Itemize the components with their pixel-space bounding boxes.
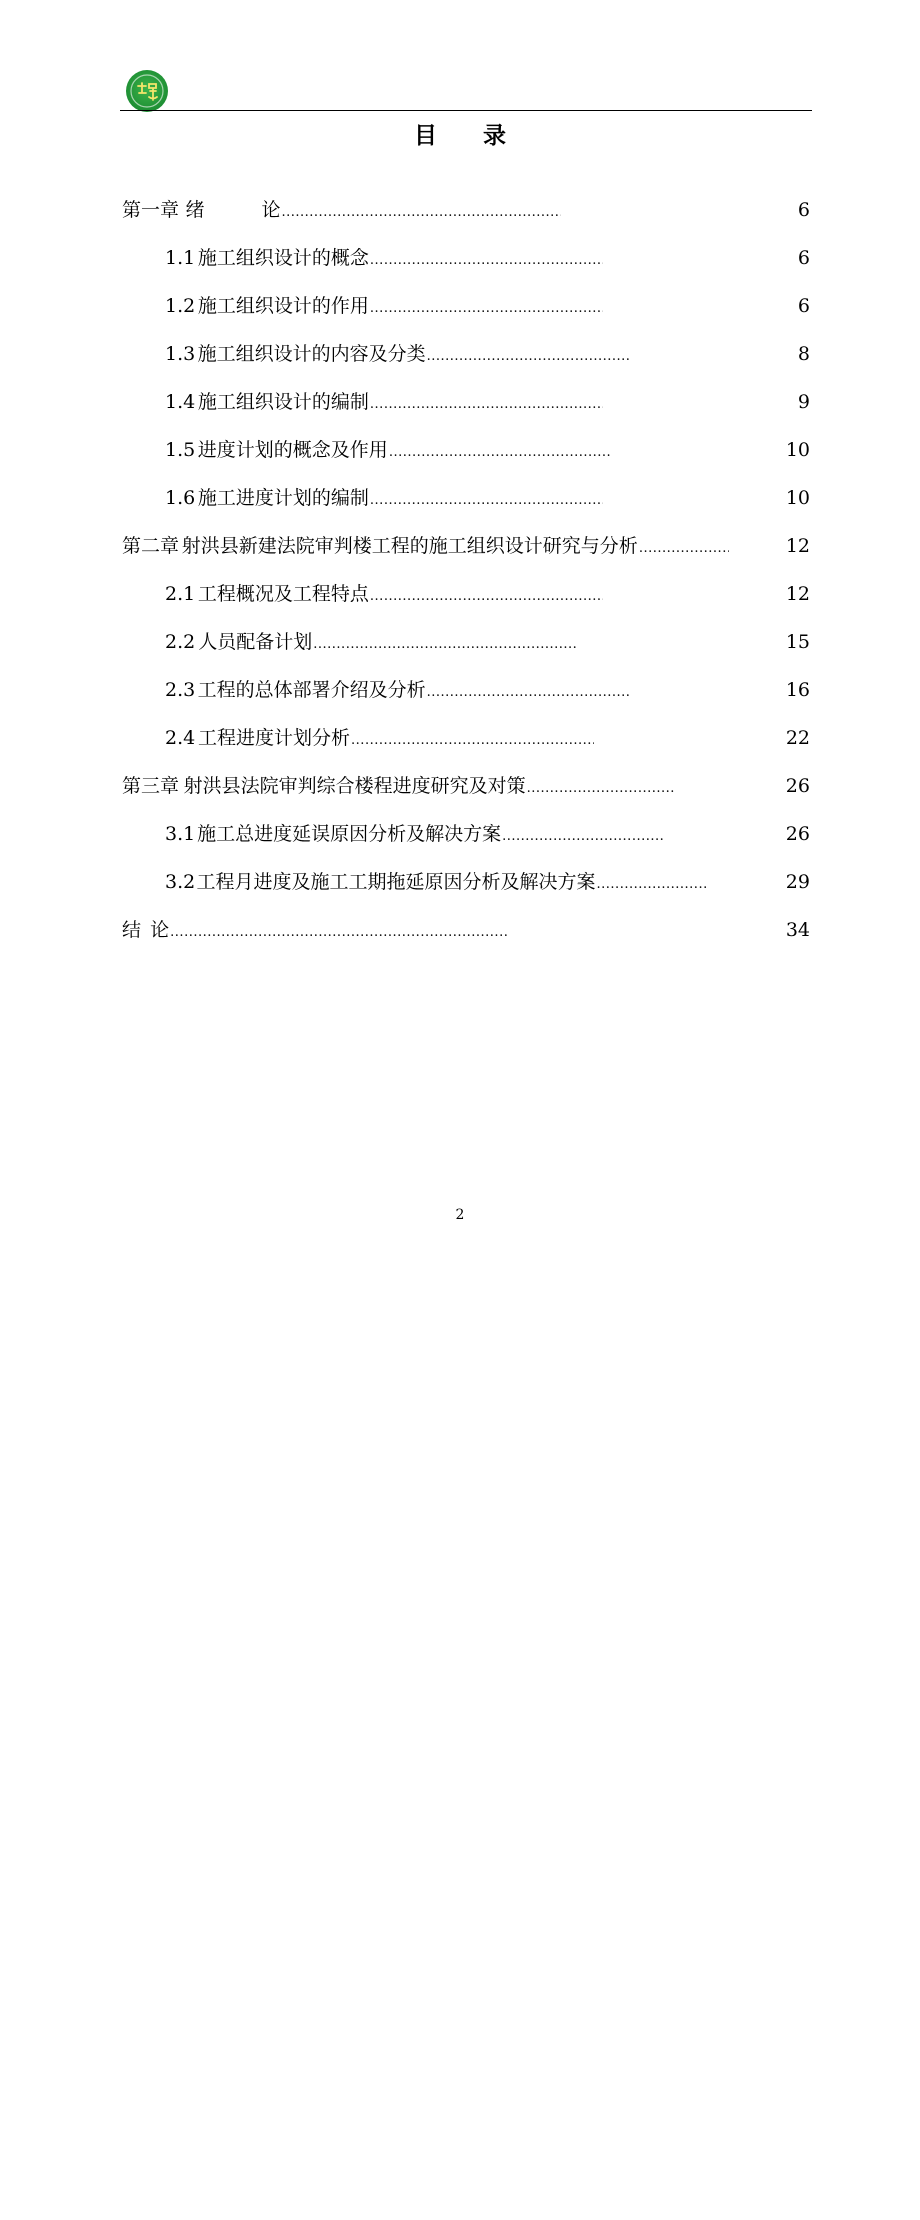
toc-entry-label: 工程概况及工程特点 [197, 583, 369, 605]
toc-entry-label: 施工总进度延误原因分析及解决方案 [197, 823, 502, 845]
toc-entry-number: 第二章 [122, 535, 180, 557]
toc-dot-leader [170, 921, 509, 945]
toc-dot-leader [370, 393, 603, 417]
toc-entry-number: 2.1 [165, 583, 196, 605]
toc-entry-page-number: 15 [785, 631, 810, 653]
toc-entry-page-number: 12 [785, 535, 810, 557]
toc-entry-page-number: 10 [785, 487, 810, 509]
toc-dot-leader [313, 633, 576, 657]
toc-entry-number: 第一章 [122, 199, 180, 221]
title-right-char: 录 [483, 123, 506, 149]
toc-dot-leader [639, 537, 729, 561]
toc-entry-label: 施工进度计划的编制 [197, 487, 369, 509]
page-number: 2 [455, 1207, 465, 1223]
toc-dot-leader [370, 489, 603, 513]
publisher-logo-icon [126, 70, 168, 112]
toc-dot-leader [351, 729, 594, 753]
toc-entry-page-number: 29 [785, 871, 810, 893]
toc-entry-label: 射洪县法院审判综合楼程进度研究及对策 [183, 775, 526, 797]
toc-entry-number: 1.5 [165, 439, 196, 461]
toc-entry-label: 射洪县新建法院审判楼工程的施工组织设计研究与分析 [181, 535, 638, 557]
toc-entry-number: 1.2 [165, 295, 196, 317]
toc-entry-page-number: 8 [797, 343, 810, 365]
toc-entry-page-number: 6 [797, 295, 810, 317]
toc-entry-number: 第三章 [122, 775, 180, 797]
toc-dot-leader [370, 249, 603, 273]
toc-entry-label: 施工组织设计的概念 [197, 247, 369, 269]
toc-dot-leader [370, 585, 603, 609]
toc-dot-leader [597, 873, 710, 897]
toc-entry-label: 工程进度计划分析 [198, 727, 351, 749]
toc-entry-label: 施工组织设计的内容及分类 [197, 343, 426, 365]
toc-entry-page-number: 34 [785, 919, 810, 941]
toc-dot-leader [427, 681, 630, 705]
toc-entry-label: 施工组织设计的编制 [197, 391, 369, 413]
toc-entry-number: 2.4 [165, 727, 196, 749]
toc-entry-number: 3.1 [165, 823, 196, 845]
toc-entry-number: 1.4 [165, 391, 196, 413]
toc-dot-leader [502, 825, 665, 849]
toc-entry-label: 进度计划的概念及作用 [197, 439, 388, 461]
toc-entry-label: 工程的总体部署介绍及分析 [197, 679, 426, 701]
toc-dot-leader [527, 777, 677, 801]
toc-entry-label: 人员配备计划 [198, 631, 313, 653]
toc-dot-leader [427, 345, 630, 369]
logo-glyph-icon [129, 73, 165, 109]
toc-entry-page-number: 6 [797, 247, 810, 269]
toc-entry-number: 1.3 [165, 343, 196, 365]
toc-dot-leader [370, 297, 603, 321]
toc-chapter-entry[interactable] [122, 918, 810, 2220]
title-left-char: 目 [414, 123, 437, 149]
toc-entry-page-number: 6 [797, 199, 810, 221]
toc-entry-number: 1.6 [165, 487, 196, 509]
toc-entry-page-number: 10 [785, 439, 810, 461]
toc-entry-page-number: 26 [785, 775, 810, 797]
toc-entry-label: 施工组织设计的作用 [197, 295, 369, 317]
toc-entry-number: 2.2 [165, 631, 196, 653]
toc-entry-label: 论 [150, 919, 170, 941]
toc-dot-leader [282, 201, 562, 225]
toc-entry-page-number: 12 [785, 583, 810, 605]
toc-entry-label: 绪 论 [185, 199, 281, 221]
page-title [0, 117, 920, 150]
toc-entry-number: 3.2 [165, 871, 196, 893]
toc-entry-page-number: 22 [785, 727, 810, 749]
toc-entry-number: 2.3 [165, 679, 196, 701]
toc-entry-page-number: 26 [785, 823, 810, 845]
toc-entry-label: 工程月进度及施工工期拖延原因分析及解决方案 [196, 871, 596, 893]
header-rule [120, 110, 812, 111]
toc-entry-page-number: 9 [797, 391, 810, 413]
toc-entry-number: 1.1 [165, 247, 196, 269]
toc-dot-leader [389, 441, 612, 465]
toc-entry-number: 结 [122, 919, 142, 941]
toc-entry-page-number: 16 [785, 679, 810, 701]
